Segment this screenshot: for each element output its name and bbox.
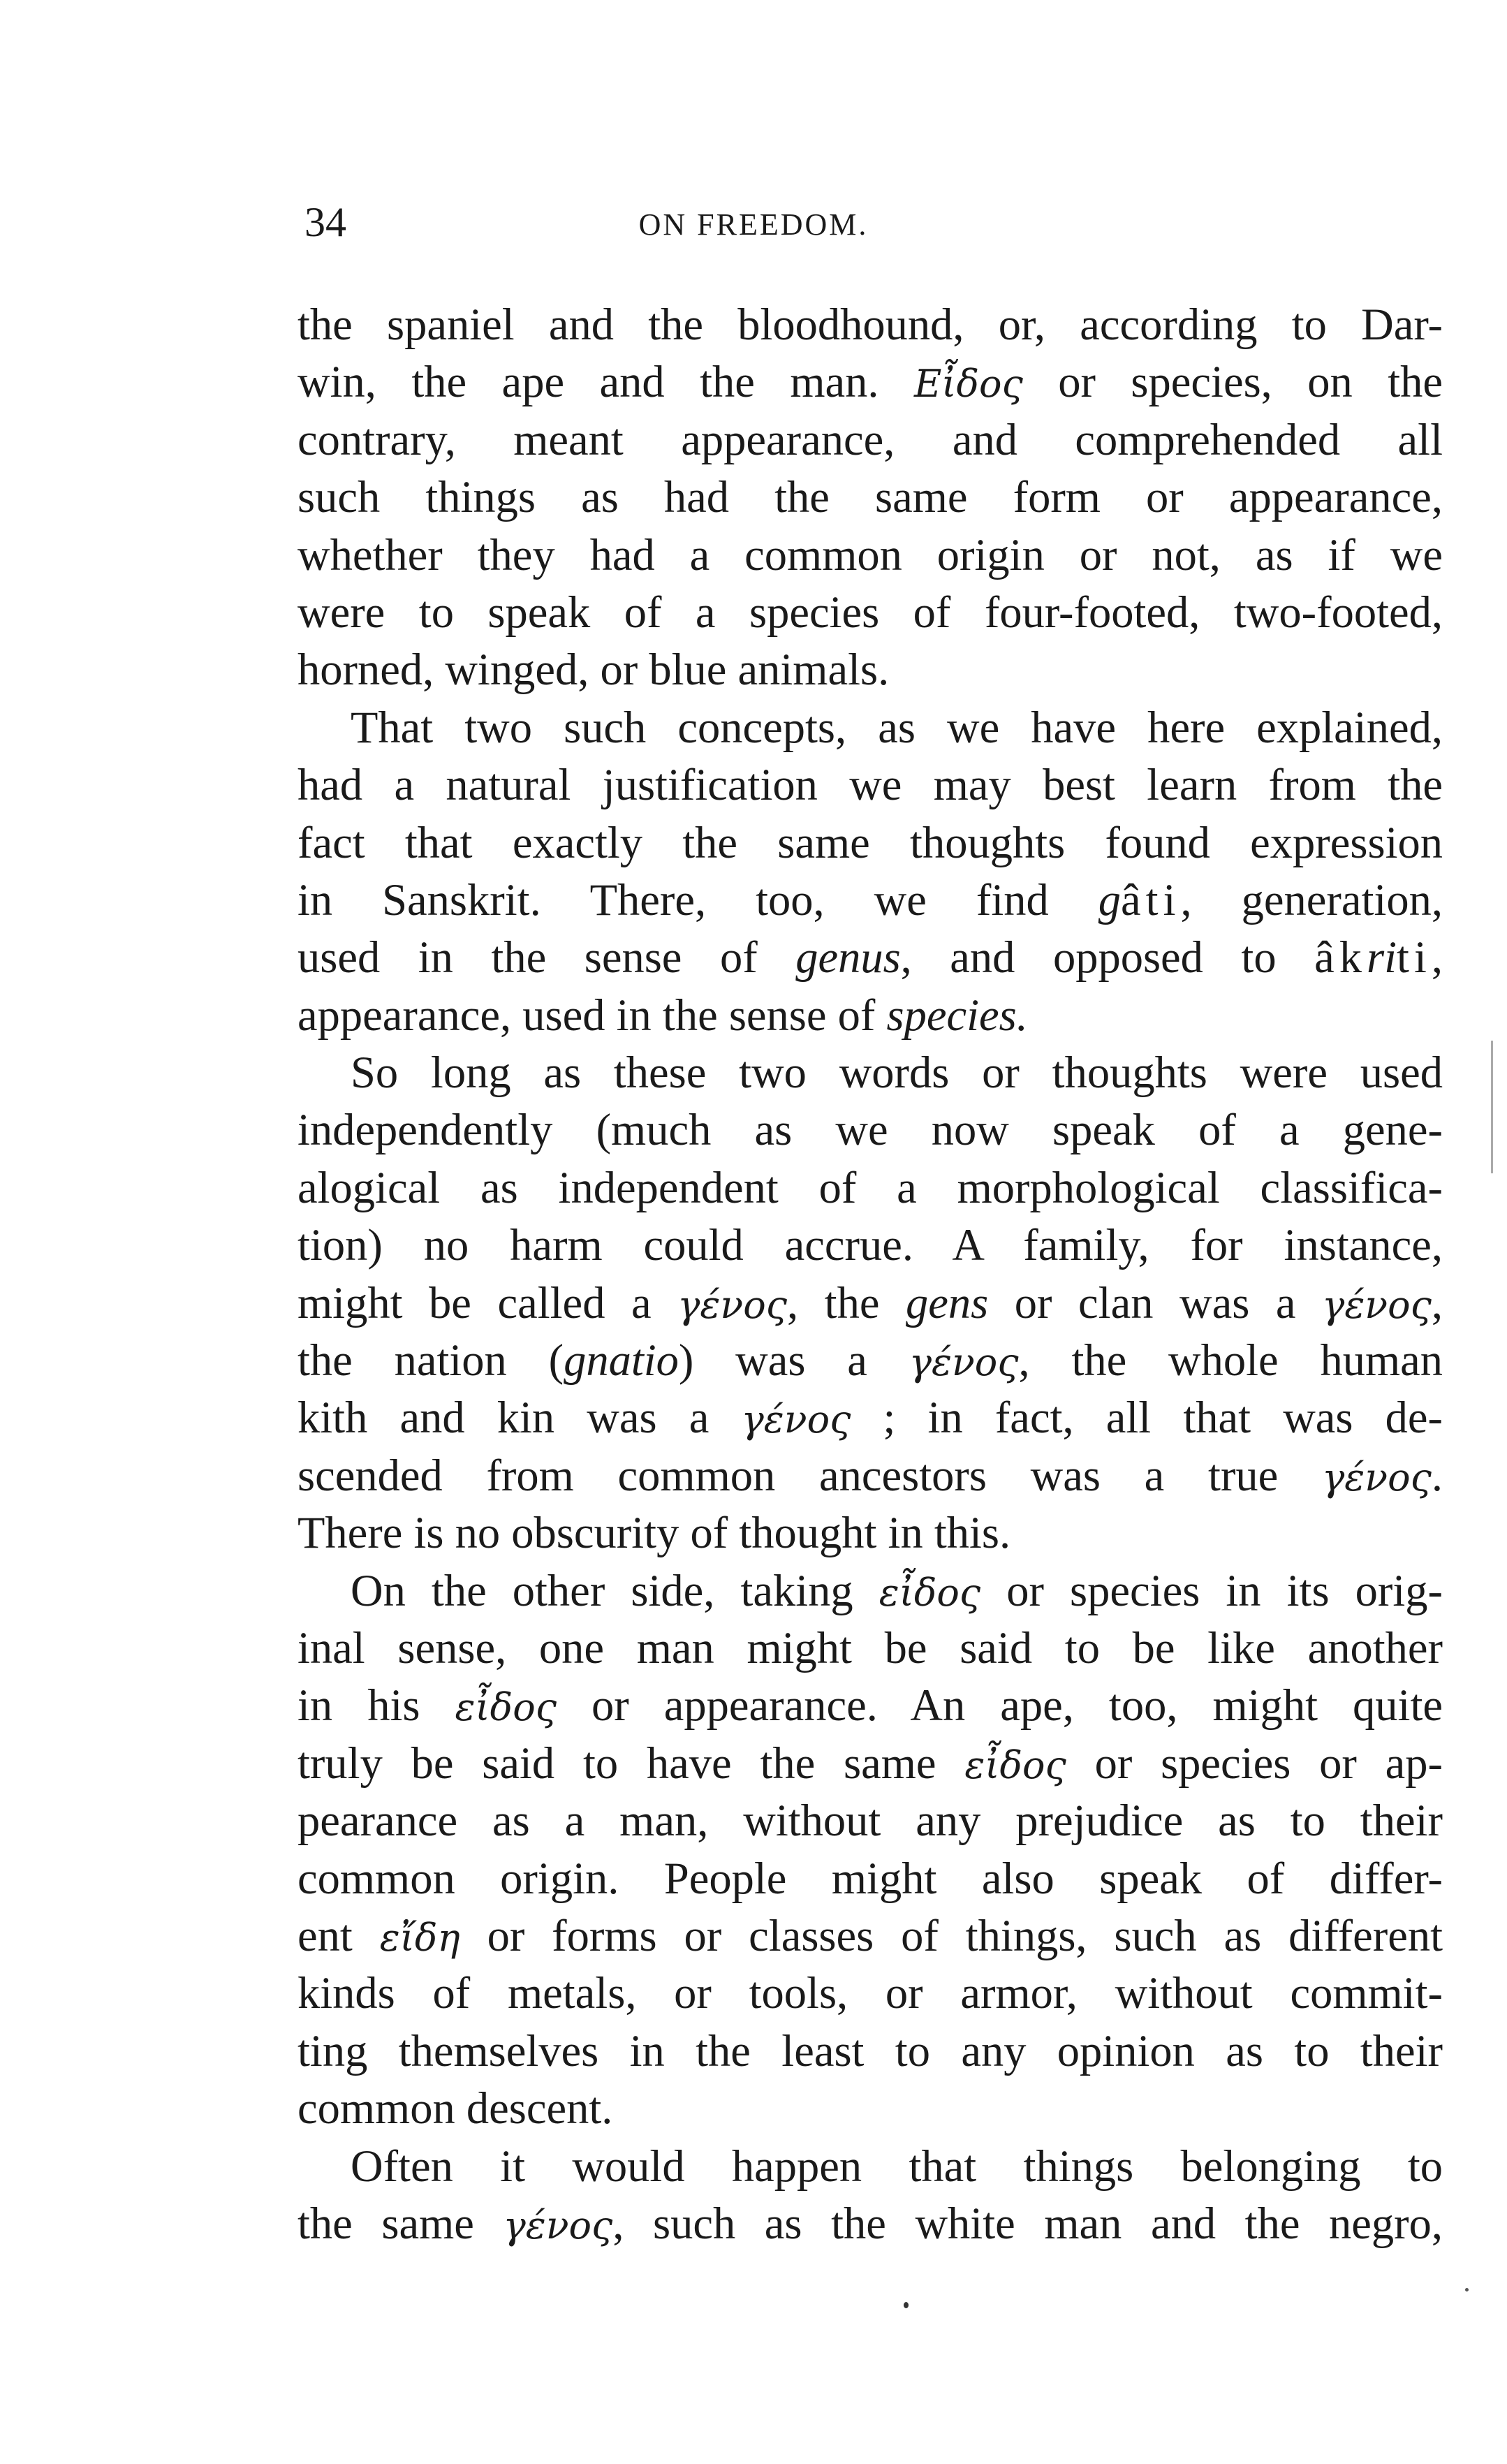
text-segment: win, the ape and the man.	[297, 357, 914, 407]
text-line	[297, 1275, 1443, 1332]
text-line	[297, 353, 1443, 411]
text-segment: or species in its orig-	[980, 1565, 1443, 1615]
text-segment: ) was a	[678, 1335, 909, 1386]
text-line	[297, 1735, 1443, 1792]
text-segment: independently (much as we now speak of a gene-	[297, 1105, 1443, 1155]
text-segment: , the	[787, 1277, 906, 1328]
text-segment: kinds of metals, or tools, or armor, without commit-	[297, 1968, 1443, 2018]
text-line	[297, 699, 1443, 756]
text-line	[297, 641, 1443, 698]
text-segment: Often it would happen that things belonging to	[351, 2141, 1443, 2191]
text-segment: common descent.	[297, 2083, 613, 2134]
text-line	[297, 1332, 1443, 1389]
scan-speck	[1465, 2288, 1469, 2291]
text-segment: horned, winged, or blue animals.	[297, 645, 890, 695]
text-segment: or clan was a	[988, 1277, 1323, 1328]
text-segment: εἶδος	[455, 1685, 557, 1730]
text-line	[297, 814, 1443, 872]
text-line	[297, 1850, 1443, 1907]
text-segment: On the other side, taking	[351, 1565, 879, 1615]
text-segment: the same	[297, 2198, 503, 2248]
text-segment: Εἶδος	[913, 362, 1023, 406]
text-segment: or species or ap-	[1066, 1738, 1443, 1788]
text-line	[297, 2080, 1443, 2137]
text-segment: appearance, used in the sense of	[297, 990, 887, 1040]
text-line	[297, 929, 1443, 986]
scan-edge	[1491, 1041, 1493, 1173]
text-segment: scended from common ancestors was a true	[297, 1450, 1323, 1500]
paragraph	[297, 296, 1443, 699]
text-segment: ,	[1431, 1277, 1443, 1328]
text-segment: , such as the white man and the negro,	[612, 2198, 1443, 2248]
text-line	[297, 527, 1443, 584]
text-segment: γένος	[503, 2203, 613, 2247]
text-line	[297, 1217, 1443, 1274]
text-segment: .	[1431, 1450, 1443, 1500]
text-line	[297, 987, 1443, 1044]
text-line	[297, 1562, 1443, 1620]
text-segment: εἶδος	[879, 1570, 981, 1615]
text-segment: γένος	[677, 1282, 787, 1327]
text-segment: ting themselves in the least to any opinion as to their	[297, 2025, 1443, 2076]
text-segment: fact that exactly the same thoughts found expression	[297, 817, 1443, 867]
text-segment: , generation,	[1180, 874, 1443, 925]
text-segment: genus	[795, 932, 901, 983]
text-line	[297, 411, 1443, 469]
text-segment: had a natural justification we may best learn from the	[297, 760, 1443, 810]
text-segment: εἴδη	[379, 1915, 460, 1960]
text-segment: γένος	[909, 1340, 1019, 1385]
text-segment: ; in fact, all that was de-	[851, 1393, 1443, 1443]
text-segment: in Sanskrit. There, too, we find	[297, 874, 1098, 925]
text-line	[297, 2195, 1443, 2252]
text-line	[297, 2023, 1443, 2080]
text-line	[297, 1620, 1443, 1677]
text-segment: kith and kin was a	[297, 1393, 742, 1443]
text-line	[297, 584, 1443, 641]
text-segment: i	[1384, 932, 1397, 983]
text-segment: were to speak of a species of four-footed, two-footed,	[297, 587, 1443, 637]
text-line	[297, 1447, 1443, 1504]
text-segment: , and opposed to	[900, 932, 1315, 983]
page-dot	[904, 2302, 909, 2308]
text-segment: might be called a	[297, 1277, 678, 1328]
text-segment: ti	[1397, 932, 1432, 983]
text-line	[297, 1907, 1443, 1965]
paragraph	[297, 1044, 1443, 1562]
running-title: ON FREEDOM.	[638, 207, 869, 242]
text-segment: tion) no harm could accrue. A family, for instance,	[297, 1220, 1443, 1270]
text-segment: gens	[906, 1277, 989, 1328]
text-segment: γένος	[1322, 1455, 1432, 1499]
text-segment: γένος	[1322, 1282, 1432, 1327]
text-line	[297, 2138, 1443, 2195]
text-segment: There is no obscurity of thought in this.	[297, 1508, 1011, 1558]
text-line	[297, 469, 1443, 526]
text-segment: contrary, meant appearance, and comprehended all	[297, 414, 1443, 464]
text-segment: pearance as a man, without any prejudice as to their	[297, 1796, 1443, 1846]
text-line	[297, 1389, 1443, 1446]
text-segment: the nation (	[297, 1335, 564, 1386]
text-segment: r	[1367, 932, 1385, 983]
text-segment: alogical as independent of a morphological classifica-	[297, 1162, 1443, 1212]
text-segment: gnatio	[564, 1335, 679, 1386]
text-line	[297, 1677, 1443, 1734]
text-segment: used in the sense of	[297, 932, 796, 983]
text-segment: or forms or classes of things, such as different	[460, 1910, 1443, 1960]
text-segment: common origin. People might also speak of differ-	[297, 1853, 1443, 1903]
text-segment: That two such concepts, as we have here explained,	[351, 702, 1443, 752]
text-line	[297, 1965, 1443, 2022]
text-line	[297, 1504, 1443, 1562]
text-segment: the spaniel and the bloodhound, or, according to Dar-	[297, 300, 1443, 349]
text-segment: truly be said to have the same	[297, 1738, 965, 1788]
text-segment: ent	[297, 1910, 380, 1960]
text-line	[297, 1044, 1443, 1101]
text-segment: γένος	[741, 1398, 851, 1442]
text-line	[297, 1159, 1443, 1217]
text-segment: or species, on the	[1022, 357, 1443, 407]
paragraph	[297, 1562, 1443, 2138]
text-segment: âk	[1314, 932, 1367, 983]
text-segment: inal sense, one man might be said to be like another	[297, 1622, 1443, 1673]
text-line	[297, 872, 1443, 929]
text-segment: So long as these two words or thoughts were used	[351, 1048, 1443, 1098]
page-number: 34	[304, 199, 346, 245]
text-segment: in his	[297, 1680, 455, 1731]
paragraph	[297, 699, 1443, 1044]
text-segment: , the whole human	[1018, 1335, 1443, 1386]
text-line	[297, 296, 1443, 353]
text-line	[297, 1101, 1443, 1159]
text-segment: âti	[1121, 874, 1181, 925]
text-segment: species.	[886, 990, 1028, 1040]
text-segment: or appearance. An ape, too, might quite	[556, 1680, 1443, 1731]
text-segment: g	[1098, 874, 1122, 925]
text-line	[297, 756, 1443, 814]
text-segment: ,	[1431, 932, 1443, 983]
paragraph	[297, 2138, 1443, 2253]
body-text	[297, 296, 1443, 2252]
text-segment: εἶδος	[964, 1743, 1066, 1787]
text-segment: such things as had the same form or appearance,	[297, 472, 1443, 522]
text-line	[297, 1792, 1443, 1849]
text-segment: whether they had a common origin or not, as if we	[297, 529, 1443, 580]
